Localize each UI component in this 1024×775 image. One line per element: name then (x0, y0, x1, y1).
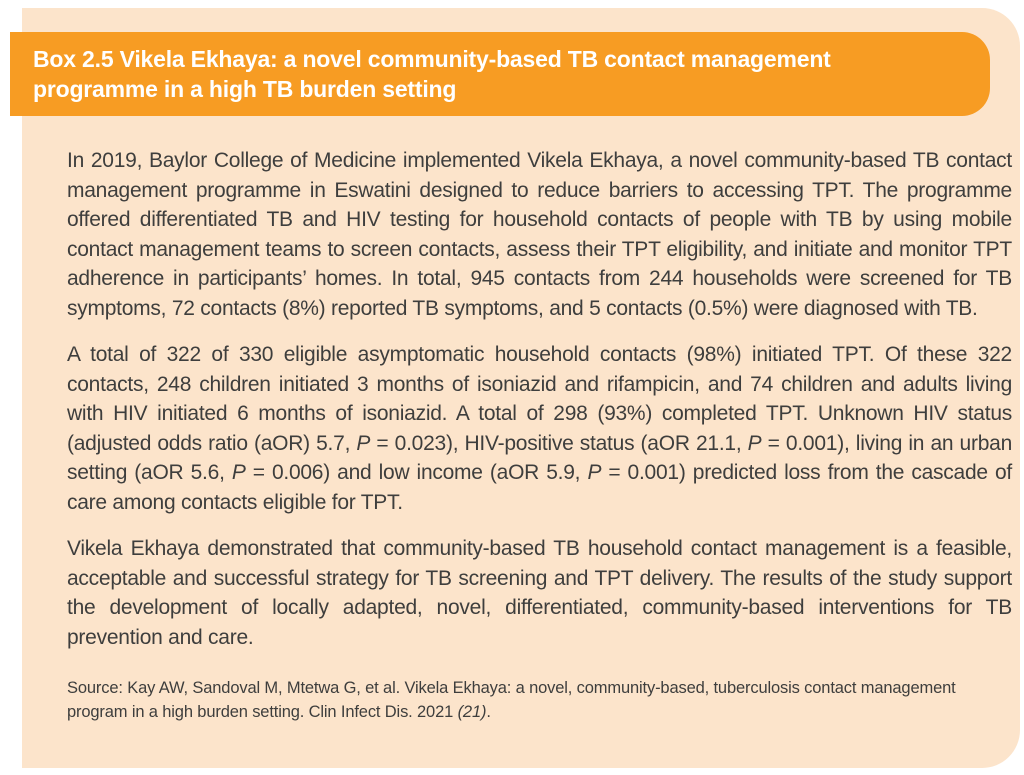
box-title-line-1: Box 2.5 Vikela Ekhaya: a novel community-based TB contact management (33, 46, 831, 72)
box-header-banner (10, 32, 990, 116)
box-title-line-2: programme in a high TB burden setting (33, 76, 457, 102)
box-panel (22, 8, 1020, 768)
body-paragraph-3: Vikela Ekhaya demonstrated that community-based TB household contact management is a feasible, acceptable and successful strategy for TB screening and TPT delivery. The results of the study support the development of locally adapted, novel, differentiated, community-based interventions for TB prevention and care. (67, 537, 1012, 649)
body-paragraph-2: A total of 322 of 330 eligible asymptomatic household contacts (98%) initiated TPT. Of these 322 contacts, 248 children initiated 3 months of isoniazid and rifampicin, and 74 children and adults living with HIV initiated 6 months of isoniazid. A total of 298 (93%) completed TPT. Unknown HIV status (adjusted odds ratio (aOR) 5.7, P = 0.023), HIV-positive status (aOR 21.1, P = 0.001), living in an urban setting (aOR 5.6, P = 0.006) and low income (aOR 5.9, P = 0.001) predicted loss from the cascade of care among contacts eligible for TPT. (67, 343, 1013, 514)
source-note: Source: Kay AW, Sandoval M, Mtetwa G, et al. Vikela Ekhaya: a novel, community-based, tuberculosis contact management program in a high burden setting. Clin Infect Dis. 2021 (21). (67, 679, 956, 721)
body-paragraph-1: In 2019, Baylor College of Medicine implemented Vikela Ekhaya, a novel community-based TB contact management programme in Eswatini designed to reduce barriers to accessing TPT. The programme offered differentiated TB and HIV testing for household contacts of people with TB by using mobile contact management teams to screen contacts, assess their TPT eligibility, and initiate and monitor TPT adherence in participants’ homes. In total, 945 contacts from 244 households were screened for TB symptoms, 72 contacts (8%) reported TB symptoms, and 5 contacts (0.5%) were diagnosed with TB. (67, 149, 1012, 320)
box-content (67, 146, 1012, 724)
